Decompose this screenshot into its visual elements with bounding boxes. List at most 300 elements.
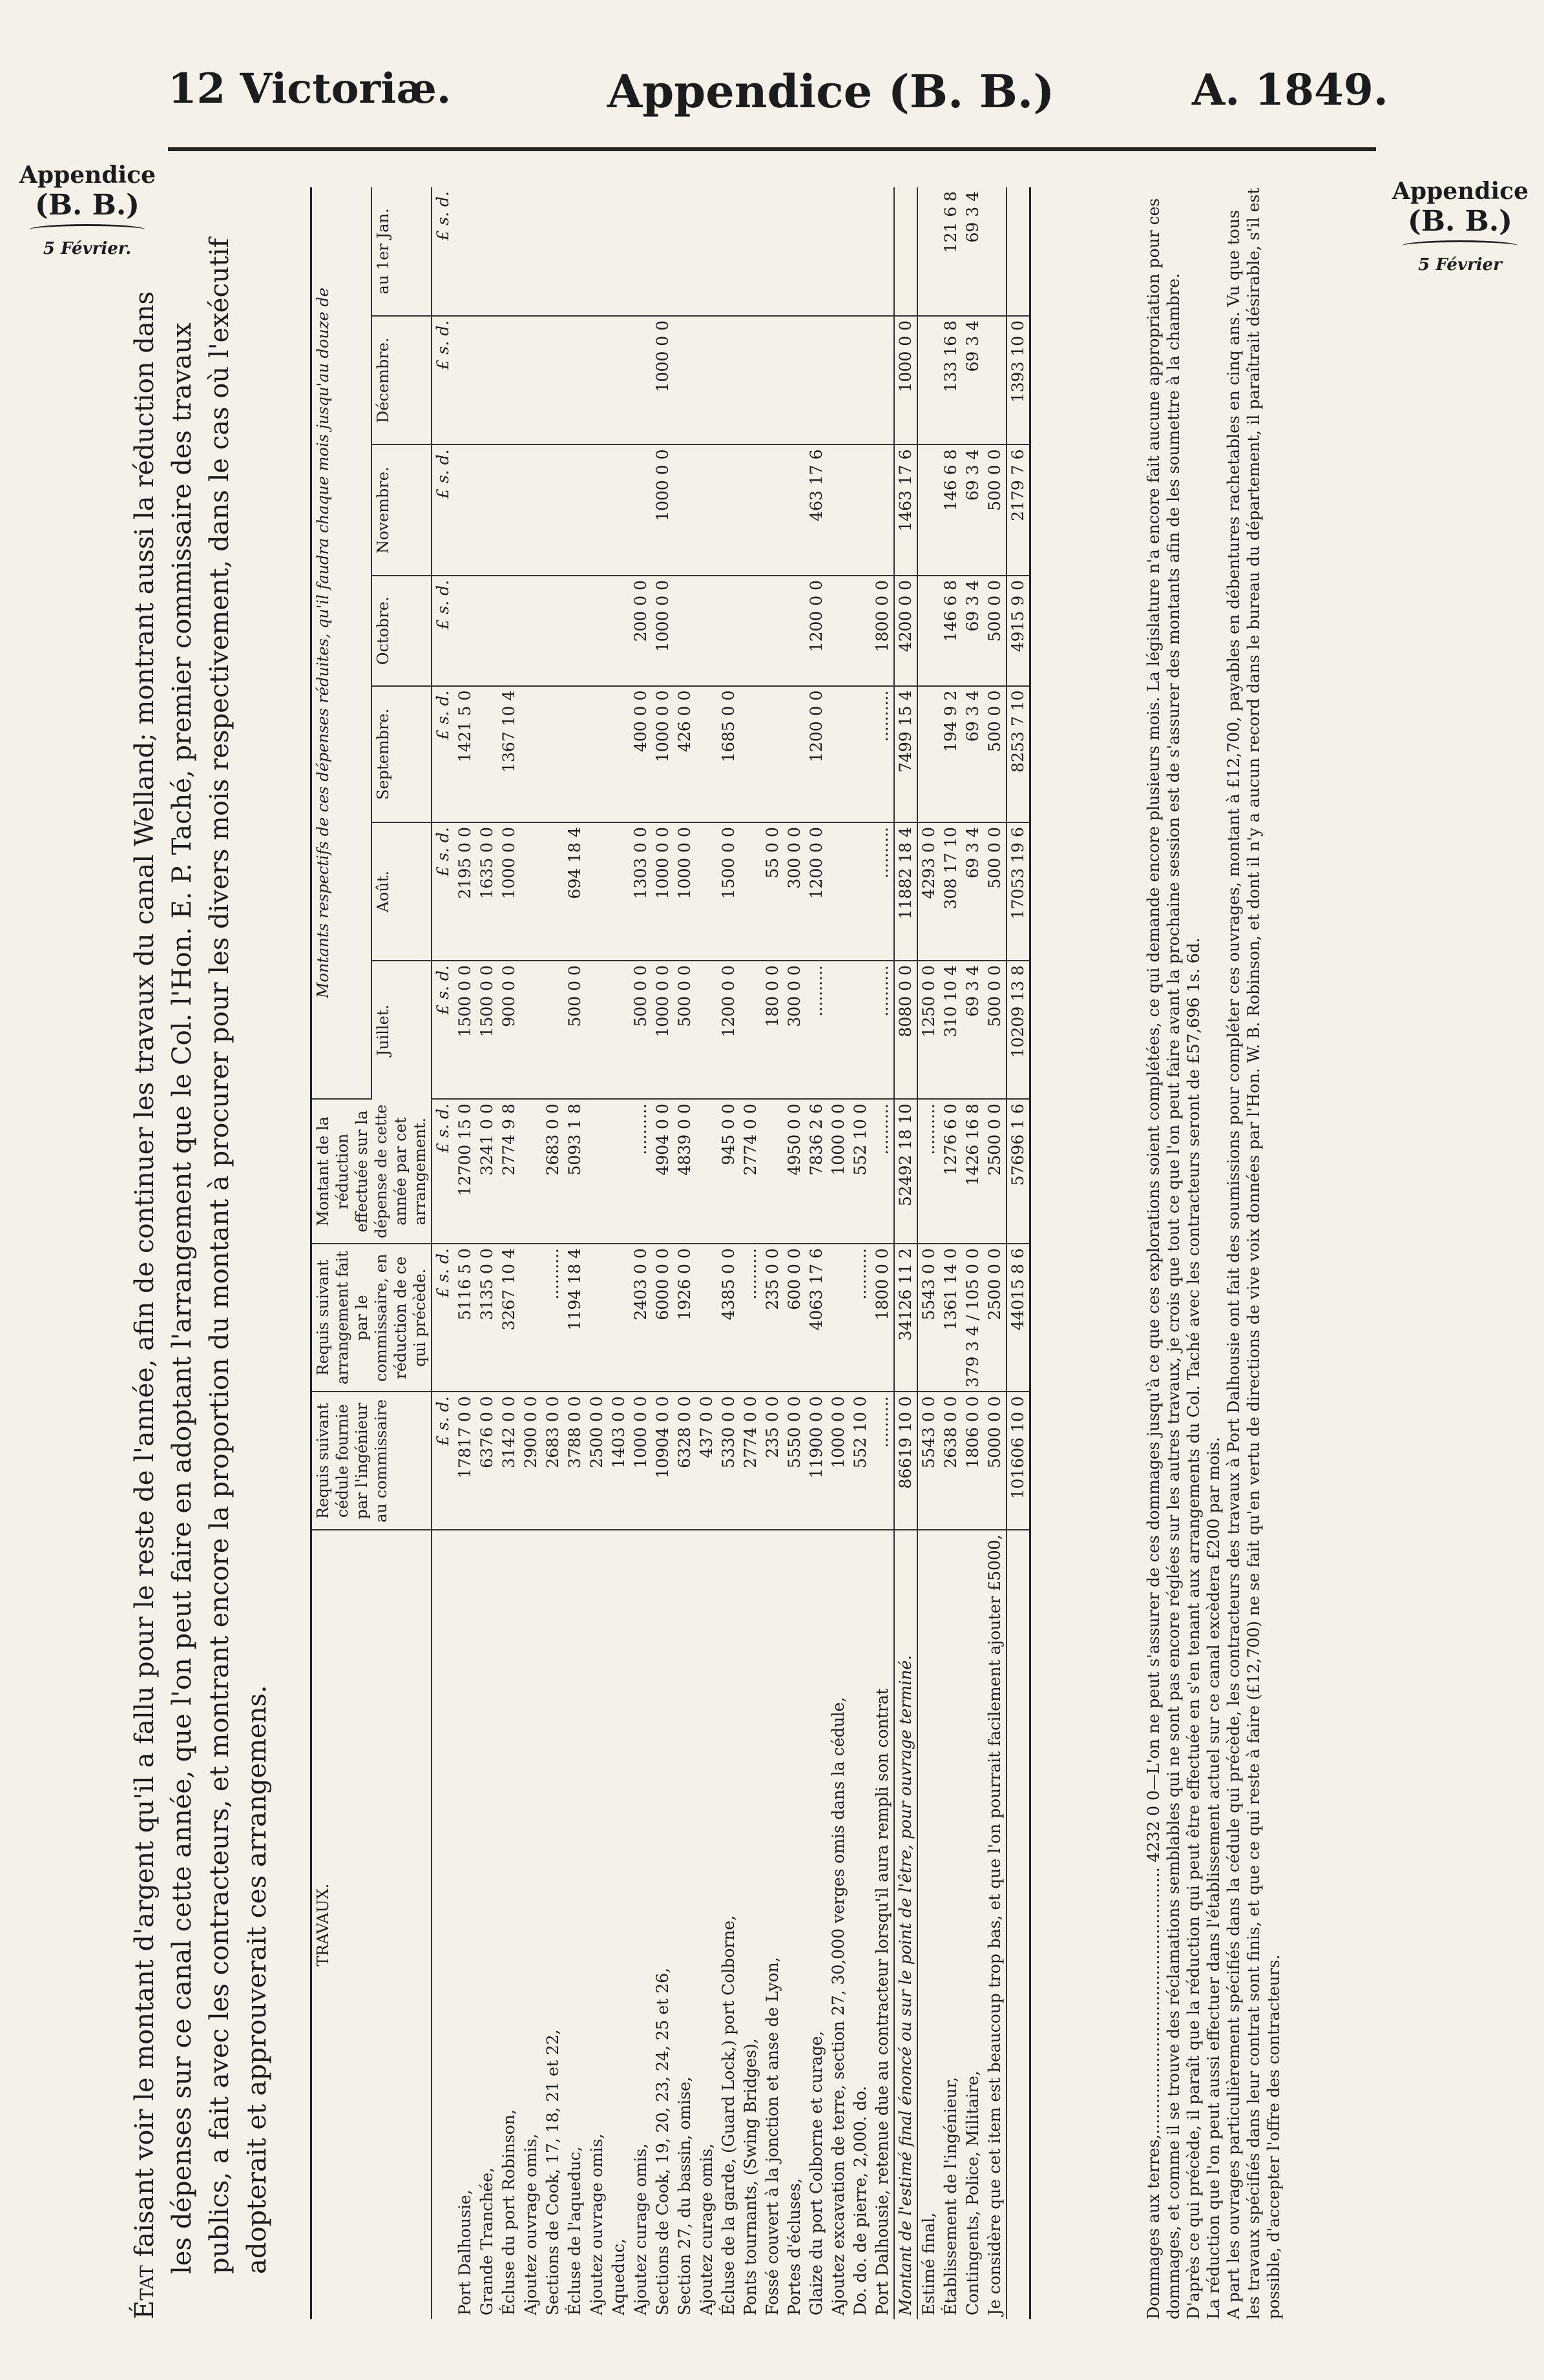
amount-cell xyxy=(850,822,871,961)
units-label: £ s. d. xyxy=(432,444,454,575)
amount-cell: 2638 0 0 xyxy=(940,1392,962,1530)
amount-cell: 4063 17 6 xyxy=(806,1244,828,1392)
amount-cell xyxy=(674,187,696,316)
amount-cell: 101606 10 0 xyxy=(1007,1392,1030,1530)
amount-cell xyxy=(608,187,630,316)
row-label: Sections de Cook, 17, 18, 21 et 22, xyxy=(543,2029,562,2315)
amount-cell: 500 0 0 xyxy=(984,576,1007,686)
amount-cell: 7836 2 6 xyxy=(806,1099,828,1244)
row-label: Fossé couvert à la jonction et anse de Lyon, xyxy=(763,1957,782,2315)
amount-cell xyxy=(696,576,718,686)
header-rule xyxy=(168,147,1376,151)
amount-cell: 121 6 8 xyxy=(940,187,962,316)
amount-cell xyxy=(674,576,696,686)
amount-cell xyxy=(1007,187,1030,316)
table-row xyxy=(740,187,762,2319)
row-label: Do. do. de pierre, 2,000. do. xyxy=(851,2085,870,2315)
amount-cell xyxy=(718,316,740,445)
amount-cell: 1250 0 0 xyxy=(917,961,940,1099)
col-header-reduction: Montant de la réduction effectuée sur la dépense de cette année par cet arrangement. xyxy=(311,1099,432,1244)
margin-note-right-date: 5 Février xyxy=(1418,255,1502,275)
row-label: Contingents, Police, Militaire, xyxy=(963,2071,982,2315)
amount-cell xyxy=(542,576,564,686)
amount-cell: 1276 6 0 xyxy=(940,1099,962,1244)
amount-cell: 1000 0 0 xyxy=(652,822,674,961)
amount-cell: 4839 0 0 xyxy=(674,1099,696,1244)
amount-cell: 3135 0 0 xyxy=(476,1244,498,1392)
units-label: £ s. d. xyxy=(432,576,454,686)
row-label: Aqueduc, xyxy=(609,2238,628,2315)
amount-cell: 1500 0 0 xyxy=(718,822,740,961)
amount-cell: 945 0 0 xyxy=(718,1099,740,1244)
amount-cell: 2500 0 0 xyxy=(586,1392,608,1530)
amount-cell xyxy=(828,822,850,961)
amount-cell xyxy=(454,576,476,686)
amount-cell xyxy=(586,444,608,575)
row-label: Je considère que cet item est beaucoup trop bas, et que l'on pourrait facilement ajouter £5000, xyxy=(985,1534,1004,2315)
amount-cell xyxy=(740,686,762,822)
amount-cell: 1194 18 4 xyxy=(564,1244,586,1392)
table-row xyxy=(674,187,696,2319)
amount-cell: 133 16 8 xyxy=(940,316,962,445)
table-row xyxy=(542,187,564,2319)
amount-cell xyxy=(608,1099,630,1244)
amount-cell xyxy=(718,576,740,686)
table-row xyxy=(762,187,784,2319)
amount-cell: 1806 0 0 xyxy=(962,1392,984,1530)
amount-cell xyxy=(850,576,871,686)
amount-cell: 308 17 10 xyxy=(940,822,962,961)
amount-cell: 11900 0 0 xyxy=(806,1392,828,1530)
amount-cell: 1200 0 0 xyxy=(806,822,828,961)
amount-cell: 44015 8 6 xyxy=(1007,1244,1030,1392)
amount-cell: 4293 0 0 xyxy=(917,822,940,961)
amount-cell xyxy=(586,316,608,445)
amount-cell xyxy=(871,316,894,445)
row-label xyxy=(1007,1530,1030,2319)
amount-cell: .......... xyxy=(871,686,894,822)
amount-cell: 4915 9 0 xyxy=(1007,576,1030,686)
row-label: Ajoutez ouvrage omis, xyxy=(587,2133,606,2315)
table-row xyxy=(696,187,718,2319)
amount-cell: 1361 14 0 xyxy=(940,1244,962,1392)
amount-cell: 3788 0 0 xyxy=(564,1392,586,1530)
month-header: Décembre. xyxy=(371,316,432,445)
amount-cell: 8080 0 0 xyxy=(894,961,917,1099)
amount-cell: 2774 9 8 xyxy=(498,1099,520,1244)
amount-cell: 1800 0 0 xyxy=(871,576,894,686)
amount-cell: 7499 15 4 xyxy=(894,686,917,822)
amount-cell: 1000 0 0 xyxy=(652,686,674,822)
row-label: Écluse de la garde, (Guard Lock,) port Colborne, xyxy=(719,1915,738,2315)
amount-cell xyxy=(894,187,917,316)
amount-cell xyxy=(696,444,718,575)
amount-cell: 1200 0 0 xyxy=(806,576,828,686)
amount-cell xyxy=(542,187,564,316)
amount-cell xyxy=(828,316,850,445)
month-header: Octobre. xyxy=(371,576,432,686)
amount-cell: 300 0 0 xyxy=(784,961,806,1099)
row-label: Ajoutez ouvrage omis, xyxy=(521,2133,540,2315)
amount-cell xyxy=(520,961,542,1099)
title-line1: faisant voir le montant d'argent qu'il a fallu pour le reste de l'année, afin de continuer les travaux du canal Welland; montrant aussi la réduction dans xyxy=(130,291,160,2266)
margin-note-left-line1: Appendice xyxy=(19,162,156,189)
amount-cell: .......... xyxy=(630,1099,652,1244)
amount-cell xyxy=(696,1244,718,1392)
amount-cell: 6376 0 0 xyxy=(476,1392,498,1530)
amount-cell xyxy=(608,316,630,445)
amount-cell xyxy=(652,187,674,316)
amount-cell: 1500 0 0 xyxy=(476,961,498,1099)
amount-cell xyxy=(476,444,498,575)
amount-cell: 1000 0 0 xyxy=(652,444,674,575)
amount-cell: 2403 0 0 xyxy=(630,1244,652,1392)
amount-cell xyxy=(608,576,630,686)
amount-cell xyxy=(608,444,630,575)
amount-cell: 5330 0 0 xyxy=(718,1392,740,1530)
table-row xyxy=(871,187,894,2319)
title-lead: État xyxy=(130,2265,160,2319)
amount-cell: .......... xyxy=(871,1099,894,1244)
row-label: Écluse de l'aqueduc, xyxy=(565,2146,584,2315)
amount-cell: 500 0 0 xyxy=(984,961,1007,1099)
row-label: Établissement de l'ingénieur, xyxy=(941,2077,960,2315)
row-label: Écluse du port Robinson, xyxy=(499,2109,518,2315)
amount-cell xyxy=(828,576,850,686)
amount-cell xyxy=(564,576,586,686)
amount-cell: .......... xyxy=(871,822,894,961)
units-label: £ s. d. xyxy=(432,961,454,1099)
amount-cell xyxy=(630,444,652,575)
amount-cell xyxy=(696,316,718,445)
amount-cell: 2774 0 0 xyxy=(740,1099,762,1244)
table-row xyxy=(917,187,940,2319)
amount-cell: 1000 0 0 xyxy=(498,822,520,961)
amount-cell xyxy=(740,576,762,686)
amount-cell: 4200 0 0 xyxy=(894,576,917,686)
amount-cell xyxy=(718,444,740,575)
amount-cell xyxy=(917,316,940,445)
amount-cell xyxy=(784,576,806,686)
amount-cell: 2500 0 0 xyxy=(984,1099,1007,1244)
month-header: Août. xyxy=(371,822,432,961)
amount-cell: 5543 0 0 xyxy=(917,1392,940,1530)
row-label: Glaize du port Colborne et curage, xyxy=(807,2030,826,2315)
margin-brace-right xyxy=(1402,240,1518,251)
amount-cell xyxy=(608,1244,630,1392)
amount-cell: 500 0 0 xyxy=(984,444,1007,575)
amount-cell: 86619 10 0 xyxy=(894,1392,917,1530)
amount-cell: .......... xyxy=(542,1244,564,1392)
amount-cell xyxy=(917,576,940,686)
table-row xyxy=(476,187,498,2319)
amount-cell: 1000 0 0 xyxy=(828,1392,850,1530)
amount-cell: 2900 0 0 xyxy=(520,1392,542,1530)
amount-cell xyxy=(674,444,696,575)
amount-cell xyxy=(984,316,1007,445)
amount-cell: 1200 0 0 xyxy=(718,961,740,1099)
table-row xyxy=(984,187,1007,2319)
amount-cell: 1403 0 0 xyxy=(608,1392,630,1530)
row-label: Port Dalhousie, retenue due au contracteur lorsqu'il aura rempli son contrat xyxy=(873,1688,892,2315)
amount-cell xyxy=(784,444,806,575)
units-spacer xyxy=(432,1530,454,2319)
amount-cell xyxy=(762,187,784,316)
amount-cell: 3267 10 4 xyxy=(498,1244,520,1392)
amount-cell: 400 0 0 xyxy=(630,686,652,822)
amount-cell xyxy=(871,444,894,575)
footnote-3: La réduction que l'on peut aussi effectuer dans l'établissement actuel sur ce canal excèdera £200 par mois. xyxy=(1204,1437,1223,2319)
amount-cell xyxy=(984,187,1007,316)
amount-cell: 10904 0 0 xyxy=(652,1392,674,1530)
month-header: au 1er Jan. xyxy=(371,187,432,316)
amount-cell xyxy=(850,444,871,575)
amount-cell: .......... xyxy=(917,1099,940,1244)
amount-cell xyxy=(586,187,608,316)
amount-cell: 146 6 8 xyxy=(940,444,962,575)
amount-cell xyxy=(520,576,542,686)
amount-cell: 463 17 6 xyxy=(806,444,828,575)
amount-cell: .......... xyxy=(740,1244,762,1392)
month-header: Juillet. xyxy=(371,961,432,1099)
amount-cell: 310 10 4 xyxy=(940,961,962,1099)
row-label: Section 27, du bassin, omise, xyxy=(675,2076,694,2315)
amount-cell xyxy=(696,1099,718,1244)
amount-cell xyxy=(630,316,652,445)
table-row xyxy=(564,187,586,2319)
col-header-req-arr: Requis suivant arrangement fait par le commissaire, en réduction de ce qui précède. xyxy=(311,1244,432,1392)
month-header: Septembre. xyxy=(371,686,432,822)
units-label: £ s. d. xyxy=(432,187,454,316)
amount-cell: 1421 5 0 xyxy=(454,686,476,822)
table-row xyxy=(652,187,674,2319)
amount-cell xyxy=(762,1099,784,1244)
amount-cell: 200 0 0 xyxy=(630,576,652,686)
table-row xyxy=(454,187,476,2319)
amount-cell: 2195 0 0 xyxy=(454,822,476,961)
amount-cell xyxy=(520,444,542,575)
amount-cell: 5543 0 0 xyxy=(917,1244,940,1392)
amount-cell xyxy=(454,316,476,445)
amount-cell xyxy=(828,961,850,1099)
amount-cell: 1000 0 0 xyxy=(652,576,674,686)
row-label: Sections de Cook, 19, 20, 23, 24, 25 et 26, xyxy=(653,1967,672,2315)
amount-cell: .......... xyxy=(806,961,828,1099)
amount-cell xyxy=(542,822,564,961)
row-label: Ajoutez excavation de terre, section 27, 30,000 verges omis dans la cédule, xyxy=(829,1696,848,2315)
footnotes xyxy=(1143,187,1284,2319)
statement-title xyxy=(126,187,276,2319)
running-head-left: 12 Victoriæ. xyxy=(168,65,452,113)
amount-cell xyxy=(564,316,586,445)
amount-cell: 1000 0 0 xyxy=(652,316,674,445)
amount-cell xyxy=(850,961,871,1099)
amount-cell: 1393 10 0 xyxy=(1007,316,1030,445)
amount-cell xyxy=(917,686,940,822)
amount-cell xyxy=(696,686,718,822)
amount-cell: 2500 0 0 xyxy=(984,1244,1007,1392)
amount-cell: 2179 7 6 xyxy=(1007,444,1030,575)
amount-cell: 8253 7 10 xyxy=(1007,686,1030,822)
col-header-req-ing: Requis suivant cédule fournie par l'ingénieur au commissaire xyxy=(311,1392,432,1530)
works-table xyxy=(310,187,1031,2319)
footnote-1: Dommages aux terres,.................................................... 4232 0 0—L'on ne peut s'assurer de ces dommages jusqu'à ce que ces explorations soient complétées, ce qui demande encore plusieurs mois. La législature n'a encore fait aucune appropriation pour ces dommages, et comme il se trouve des réclamations semblables qui ne sont pas encore réglées sur les autres travaux, je crois que tout ce que l'on peut faire avant la prochaine session est de s'assurer des montants afin de les soumettre à la chambre. xyxy=(1144,198,1183,2319)
margin-note-right xyxy=(1392,178,1528,275)
rotated-statement xyxy=(126,187,1341,2319)
amount-cell: 17053 19 6 xyxy=(1007,822,1030,961)
footnote-4: A part les ouvrages particulièrement spécifiés dans la cédule qui précède, les contracteurs des travaux à Port Dalhousie ont fait des soumissions pour compléter ces ouvrages, montant à £12,700, payables en débentures rachetables en cinq ans. Vu que tous les travaux spécifiés dans leur contrat sont finis, et que ce qui reste à faire (£12,700) ne se fait qu'en vertu de directions de vive voix données par l'Hon. W. B. Robinson, et dont il n'y a aucun record dans le bureau du département, il paraîtrait désirable, s'il est possible, d'accepter l'offre des contracteurs. xyxy=(1224,187,1283,2319)
amount-cell xyxy=(740,961,762,1099)
amount-cell: .......... xyxy=(871,1392,894,1530)
table-row xyxy=(850,187,871,2319)
units-label: £ s. d. xyxy=(432,1244,454,1392)
total-row xyxy=(1007,187,1030,2319)
amount-cell xyxy=(586,822,608,961)
amount-cell: 2683 0 0 xyxy=(542,1099,564,1244)
amount-cell: 1426 16 8 xyxy=(962,1099,984,1244)
amount-cell: 69 3 4 xyxy=(962,961,984,1099)
title-line3: publics, a fait avec les contracteurs, et montrant encore la proportion du montant à procurer pour les divers mois respectivement, dans le cas où l'exécutif xyxy=(205,238,235,2274)
amount-cell xyxy=(850,316,871,445)
amount-cell: 1463 17 6 xyxy=(894,444,917,575)
amount-cell: 3241 0 0 xyxy=(476,1099,498,1244)
amount-cell: 1500 0 0 xyxy=(454,961,476,1099)
amount-cell xyxy=(718,187,740,316)
amount-cell: 17817 0 0 xyxy=(454,1392,476,1530)
amount-cell xyxy=(520,822,542,961)
amount-cell: 900 0 0 xyxy=(498,961,520,1099)
units-label: £ s. d. xyxy=(432,1392,454,1530)
amount-cell: 235 0 0 xyxy=(762,1244,784,1392)
amount-cell xyxy=(520,316,542,445)
amount-cell xyxy=(542,316,564,445)
amount-cell: 10209 13 8 xyxy=(1007,961,1030,1099)
table-row xyxy=(828,187,850,2319)
amount-cell xyxy=(586,686,608,822)
margin-note-left-line2: (B. B.) xyxy=(35,189,140,222)
amount-cell: 4950 0 0 xyxy=(784,1099,806,1244)
amount-cell: 1685 0 0 xyxy=(718,686,740,822)
table-row xyxy=(520,187,542,2319)
amount-cell xyxy=(520,686,542,822)
amount-cell xyxy=(586,1099,608,1244)
amount-cell xyxy=(542,961,564,1099)
amount-cell xyxy=(608,686,630,822)
amount-cell: 552 10 0 xyxy=(850,1392,871,1530)
amount-cell: 1000 0 0 xyxy=(630,1392,652,1530)
row-label: Ajoutez curage omis, xyxy=(697,2143,716,2315)
running-head-right: A. 1849. xyxy=(1192,65,1388,115)
amount-cell xyxy=(740,444,762,575)
amount-cell xyxy=(828,686,850,822)
amount-cell xyxy=(696,961,718,1099)
amount-cell xyxy=(454,444,476,575)
amount-cell xyxy=(850,187,871,316)
amount-cell: 1200 0 0 xyxy=(806,686,828,822)
amount-cell: 57696 1 6 xyxy=(1007,1099,1030,1244)
amount-cell: 180 0 0 xyxy=(762,961,784,1099)
amount-cell xyxy=(806,187,828,316)
amount-cell: 437 0 0 xyxy=(696,1392,718,1530)
amount-cell: 12700 15 0 xyxy=(454,1099,476,1244)
amount-cell: 6328 0 0 xyxy=(674,1392,696,1530)
amount-cell xyxy=(696,187,718,316)
amount-cell xyxy=(586,576,608,686)
units-row xyxy=(432,187,454,2319)
running-head-center: Appendice (B. B.) xyxy=(607,65,1055,118)
amount-cell xyxy=(696,822,718,961)
table-row xyxy=(940,187,962,2319)
amount-cell: 55 0 0 xyxy=(762,822,784,961)
amount-cell xyxy=(498,316,520,445)
amount-cell xyxy=(564,686,586,822)
amount-cell: 69 3 4 xyxy=(962,187,984,316)
amount-cell xyxy=(871,187,894,316)
table-row xyxy=(894,187,917,2319)
amount-cell xyxy=(850,686,871,822)
amount-cell: 2774 0 0 xyxy=(740,1392,762,1530)
amount-cell: 52492 18 10 xyxy=(894,1099,917,1244)
amount-cell: 69 3 4 xyxy=(962,822,984,961)
amount-cell xyxy=(762,686,784,822)
row-label: Ajoutez curage omis, xyxy=(631,2143,650,2315)
amount-cell: 5550 0 0 xyxy=(784,1392,806,1530)
row-label: Estimé final, xyxy=(917,1530,940,2319)
amount-cell xyxy=(608,961,630,1099)
table-row xyxy=(498,187,520,2319)
amount-cell: 3142 0 0 xyxy=(498,1392,520,1530)
amount-cell xyxy=(784,187,806,316)
title-line4: adopterait et approuverait ces arrangemens. xyxy=(242,1685,272,2274)
row-label: Montant de l'estimé final énoncé ou sur le point de l'être, pour ouvrage terminé. xyxy=(894,1530,917,2319)
amount-cell xyxy=(476,576,498,686)
row-label: Ponts tournants, (Swing Bridges), xyxy=(741,2038,760,2315)
amount-cell xyxy=(520,1099,542,1244)
amount-cell: 69 3 4 xyxy=(962,444,984,575)
col-header-montants: Montants respectifs de ces dépenses réduites, qu'il faudra chaque mois jusqu'au douze de xyxy=(311,187,372,1099)
amount-cell xyxy=(828,444,850,575)
amount-cell: 1000 0 0 xyxy=(674,822,696,961)
table-body xyxy=(432,187,1030,2319)
amount-cell xyxy=(476,187,498,316)
amount-cell xyxy=(762,316,784,445)
amount-cell: 34126 11 2 xyxy=(894,1244,917,1392)
amount-cell: 6000 0 0 xyxy=(652,1244,674,1392)
footnote-2: D'après ce qui précède, il paraît que la réduction qui peut être effectuée en s'en tenant aux arrangements du Col. Taché avec les contracteurs seront de £57,696 1s. 6d. xyxy=(1184,937,1203,2319)
amount-cell xyxy=(608,822,630,961)
amount-cell xyxy=(762,576,784,686)
amount-cell: 1926 0 0 xyxy=(674,1244,696,1392)
table-row xyxy=(608,187,630,2319)
margin-note-right-line1: Appendice xyxy=(1392,178,1529,205)
title-line2: les dépenses sur ce canal cette année, que l'on peut faire en adoptant l'arrangement que le Col. l'Hon. E. P. Taché, premier commissaire des travaux xyxy=(167,322,197,2274)
amount-cell xyxy=(586,1244,608,1392)
amount-cell: 69 3 4 xyxy=(962,576,984,686)
units-label: £ s. d. xyxy=(432,686,454,822)
row-label: Port Dalhousie, xyxy=(455,2189,474,2315)
amount-cell xyxy=(828,187,850,316)
amount-cell xyxy=(564,187,586,316)
amount-cell: 235 0 0 xyxy=(762,1392,784,1530)
col-header-travaux: TRAVAUX. xyxy=(311,1530,432,2319)
amount-cell: 1367 10 4 xyxy=(498,686,520,822)
amount-cell xyxy=(586,961,608,1099)
row-label: Grande Tranchée, xyxy=(477,2167,496,2315)
units-label: £ s. d. xyxy=(432,316,454,445)
amount-cell: 500 0 0 xyxy=(564,961,586,1099)
amount-cell: 1000 0 0 xyxy=(828,1099,850,1244)
amount-cell: 426 0 0 xyxy=(674,686,696,822)
